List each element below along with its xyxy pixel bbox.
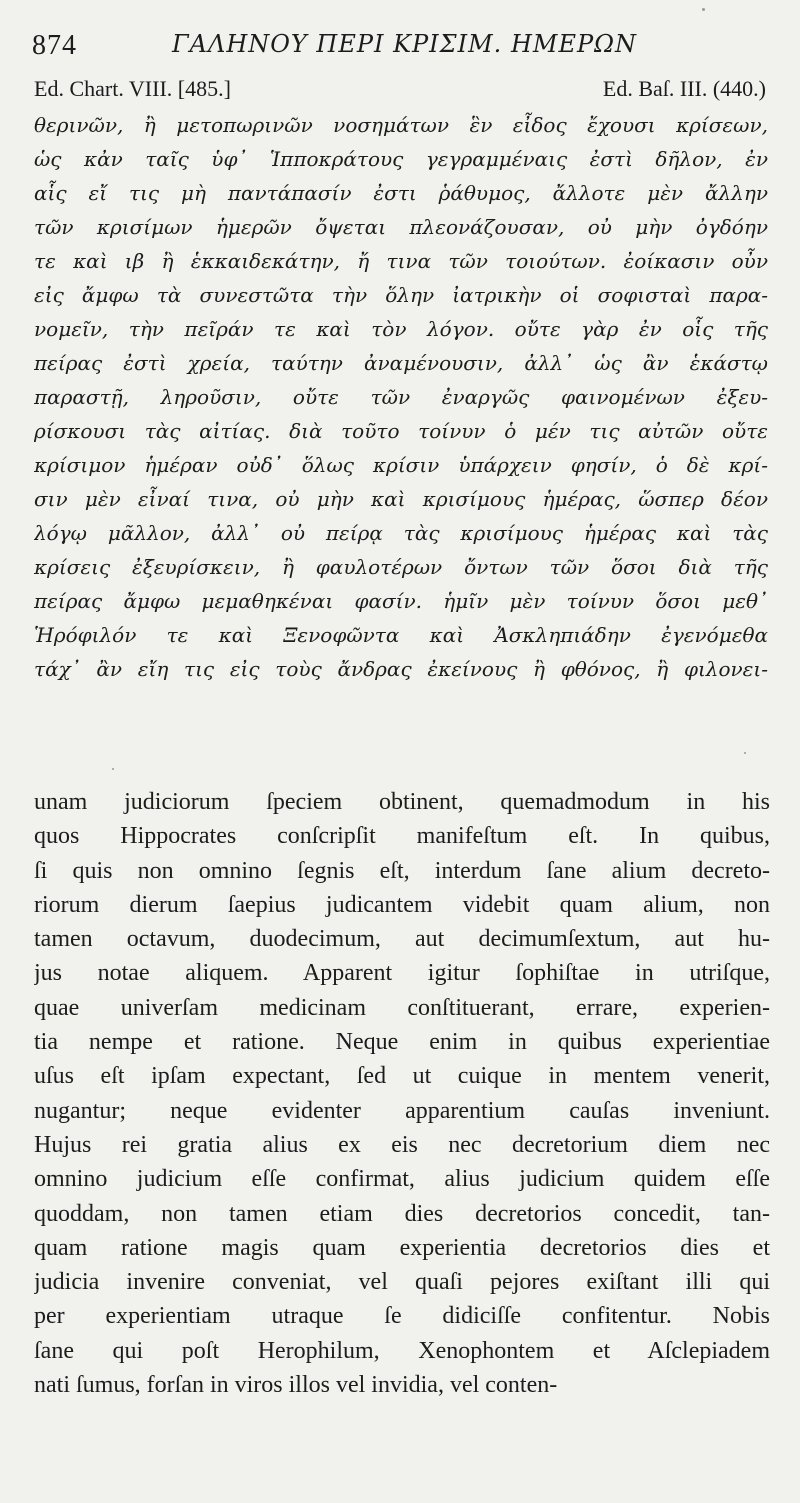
edition-basel-reference: Ed. Baſ. III. (440.) bbox=[602, 76, 766, 101]
latin-text-block bbox=[34, 785, 770, 1402]
greek-text-line: τε καὶ ιβ ἢ ἑκκαιδεκάτην, ἤ τινα τῶν τοιούτων. ἐοίκασιν οὖν bbox=[34, 249, 768, 273]
greek-text-line: παραστῇ, ληροῦσιν, οὔτε τῶν ἐναργῶς φαινομένων ἐξευ- bbox=[34, 385, 768, 409]
greek-text-line: θερινῶν, ἢ μετοπωρινῶν νοσημάτων ἓν εἶδος ἔχουσι κρίσεων, bbox=[34, 113, 768, 137]
running-title: ΓΑΛΗΝΟΥ ΠΕΡΙ ΚΡΙΣΙΜ. ΗΜΕΡΩΝ bbox=[172, 30, 638, 58]
latin-text-line: nati ſumus, forſan in viros illos vel invidia, vel conten- bbox=[34, 1372, 558, 1399]
page-number: 874 bbox=[32, 30, 77, 61]
greek-text-line: σιν μὲν εἶναί τινα, οὐ μὴν καὶ κρισίμους ἡμέρας, ὥσπερ δέον bbox=[34, 487, 768, 511]
latin-text-line: ſi quis non omnino ſegnis eſt, interdum ſane alium decreto- bbox=[34, 857, 770, 884]
latin-text-line: quae univerſam medicinam conſtituerant, errare, experien- bbox=[34, 994, 770, 1021]
latin-text-line: omnino judicium eſſe confirmat, alius judicium quidem eſſe bbox=[34, 1166, 770, 1193]
greek-text-line: πείρας ἄμφω μεμαθηκέναι φασίν. ἡμῖν μὲν τοίνυν ὅσοι μεθ᾽ bbox=[34, 589, 768, 613]
latin-text-line: per experientiam utraque ſe didiciſſe confitentur. Nobis bbox=[34, 1303, 770, 1330]
greek-text-line: τῶν κρισίμων ἡμερῶν ὄψεται πλεονάζουσαν, οὐ μὴν ὀγδόην bbox=[34, 215, 768, 239]
latin-text-line: tia nempe et ratione. Neque enim in quibus experientiae bbox=[34, 1029, 770, 1056]
latin-text-line: unam judiciorum ſpeciem obtinent, quemadmodum in his bbox=[34, 789, 770, 815]
latin-text-line: quos Hippocrates conſcripſit manifeſtum eſt. In quibus, bbox=[34, 823, 770, 850]
paper-speck bbox=[112, 768, 114, 770]
greek-text-line: κρίσιμον ἡμέραν οὐδ᾽ ὅλως κρίσιν ὑπάρχειν φησίν, ὁ δὲ κρί- bbox=[34, 453, 768, 477]
greek-text-line: κρίσεις ἐξευρίσκειν, ἢ φαυλοτέρων ὄντων τῶν ὅσοι διὰ τῆς bbox=[34, 555, 768, 579]
latin-text-line: Hujus rei gratia alius ex eis nec decretorium diem nec bbox=[34, 1131, 770, 1158]
greek-text-line: Ἡρόφιλόν τε καὶ Ξενοφῶντα καὶ Ἀσκληπιάδην ἐγενόμεθα bbox=[34, 623, 768, 647]
paper-speck bbox=[744, 752, 746, 754]
greek-text-line: εἰς ἄμφω τὰ συνεστῶτα τὴν ὅλην ἰατρικὴν οἱ σοφισταὶ παρα- bbox=[34, 283, 768, 307]
latin-text-line: quoddam, non tamen etiam dies decretorios concedit, tan- bbox=[34, 1200, 770, 1227]
greek-text-line: πείρας ἐστὶ χρεία, ταύτην ἀναμένουσιν, ἀλλ᾽ ὡς ἂν ἑκάστῳ bbox=[34, 351, 768, 375]
latin-text-line: tamen octavum, duodecimum, aut decimumſextum, aut hu- bbox=[34, 926, 770, 953]
edition-chart-reference: Ed. Chart. VIII. [485.] bbox=[34, 76, 231, 101]
greek-text-block bbox=[34, 108, 768, 686]
greek-text-line: ρίσκουσι τὰς αἰτίας. διὰ τοῦτο τοίνυν ὁ μέν τις αὐτῶν οὔτε bbox=[34, 419, 768, 443]
greek-text-line: ὡς κἀν ταῖς ὑφ᾽ Ἱπποκράτους γεγραμμέναις ἐστὶ δῆλον, ἐν bbox=[34, 147, 768, 171]
latin-text-line: judicia invenire conveniat, vel quaſi pejores exiſtant illi qui bbox=[34, 1269, 770, 1296]
edition-references bbox=[34, 76, 766, 106]
greek-text-line: αἷς εἴ τις μὴ παντάπασίν ἐστι ῥάθυμος, ἄλλοτε μὲν ἄλλην bbox=[34, 181, 768, 205]
greek-text-line: νομεῖν, τὴν πεῖράν τε καὶ τὸν λόγον. οὔτε γὰρ ἐν οἷς τῆς bbox=[34, 317, 768, 341]
latin-text-line: ſane qui poſt Herophilum, Xenophontem et Aſclepiadem bbox=[34, 1337, 770, 1364]
latin-text-line: nugantur; neque evidenter apparentium cauſas inveniunt. bbox=[34, 1097, 770, 1124]
greek-text-line: τάχ᾽ ἂν εἴη τις εἰς τοὺς ἄνδρας ἐκείνους ἢ φθόνος, ἢ φιλονει- bbox=[34, 657, 768, 681]
paper-speck bbox=[702, 8, 705, 11]
latin-text-line: jus notae aliquem. Apparent igitur ſophiſtae in utriſque, bbox=[34, 960, 770, 987]
latin-text-line: quam ratione magis quam experientia decretorios dies et bbox=[34, 1234, 770, 1261]
latin-text-line: riorum dierum ſaepius judicantem videbit quam alium, non bbox=[34, 891, 770, 918]
greek-text-line: λόγῳ μᾶλλον, ἀλλ᾽ οὐ πείρᾳ τὰς κρισίμους ἡμέρας καὶ τὰς bbox=[34, 521, 768, 545]
latin-text-line: uſus eſt ipſam expectant, ſed ut cuique in mentem venerit, bbox=[34, 1063, 770, 1090]
